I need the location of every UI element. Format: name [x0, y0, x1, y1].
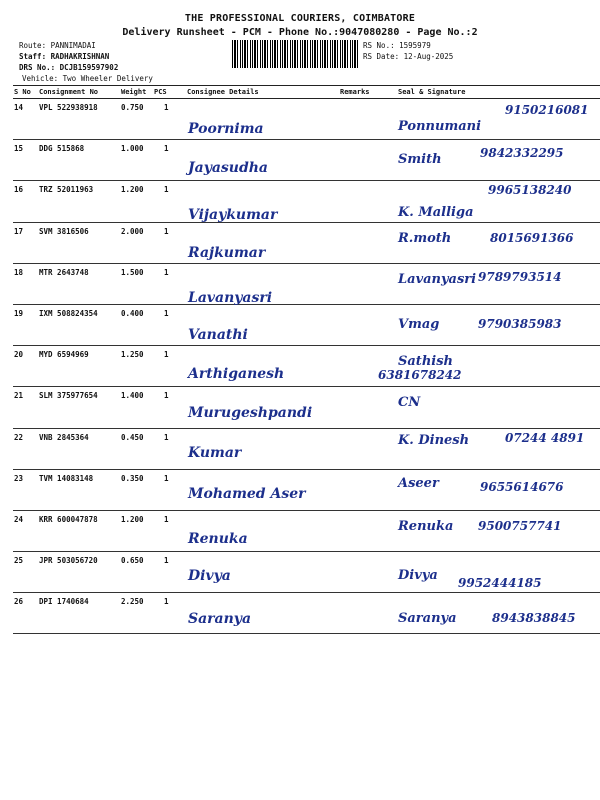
- consignment-cell: JPR 503056720: [39, 556, 98, 566]
- signature-text: Lavanyasri: [398, 271, 477, 287]
- col-signature: Seal & Signature: [398, 88, 466, 96]
- weight-cell: 0.450: [121, 432, 144, 442]
- phone-number: 9790385983: [478, 316, 562, 331]
- table-row: [13, 305, 600, 346]
- weight-cell: 0.350: [121, 473, 144, 483]
- weight-cell: 0.650: [121, 556, 144, 566]
- document-subtitle: Delivery Runsheet - PCM - Phone No.:9047080280 - Page No.:2: [122, 27, 478, 38]
- rs-date: RS Date: 12-Aug-2025: [363, 52, 454, 61]
- consignment-cell: VPL 522938918: [39, 103, 98, 112]
- sno-cell: 19: [14, 308, 24, 318]
- weight-cell: 1.500: [121, 267, 144, 277]
- consignee-name: Rajkumar: [188, 244, 266, 261]
- weight-cell: 2.000: [121, 226, 144, 236]
- weight-cell: 1.000: [121, 144, 144, 154]
- pcs-cell: 1: [164, 185, 169, 195]
- phone-number: 9842332295: [480, 146, 564, 161]
- weight-cell: 1.200: [121, 185, 144, 195]
- signature-text: Saranya: [398, 611, 457, 627]
- weight-cell: 0.750: [121, 103, 144, 112]
- route-text: Route: PANNIMADAI: [19, 41, 96, 50]
- consignment-cell: DPI 1740684: [39, 597, 89, 607]
- consignee-name: Renuka: [188, 530, 248, 547]
- pcs-cell: 1: [164, 391, 169, 401]
- consignment-cell: MYD 6594969: [39, 350, 89, 360]
- drs-number: DRS No.: DCJB159597902: [19, 63, 119, 72]
- sno-cell: 17: [14, 226, 24, 236]
- pcs-cell: 1: [164, 267, 169, 277]
- barcode-image: [232, 40, 358, 68]
- sno-cell: 15: [14, 144, 24, 154]
- phone-number: 07244 4891: [505, 430, 585, 445]
- consignment-cell: TRZ 52011963: [39, 185, 94, 195]
- sno-cell: 16: [14, 185, 24, 195]
- weight-cell: 1.400: [121, 391, 144, 401]
- weight-cell: 1.250: [121, 350, 144, 360]
- col-consignee: Consignee Details: [187, 88, 259, 96]
- pcs-cell: 1: [164, 597, 169, 607]
- phone-number: 9789793514: [478, 269, 562, 284]
- sno-cell: 21: [14, 391, 24, 401]
- table-row: [13, 264, 600, 305]
- sno-cell: 20: [14, 350, 24, 360]
- signature-text: K. Malliga: [398, 205, 474, 221]
- consignment-cell: KRR 600047878: [39, 514, 98, 524]
- consignment-cell: DDG 515868: [39, 144, 85, 154]
- phone-number: 9965138240: [488, 183, 572, 198]
- consignee-name: Saranya: [188, 611, 252, 628]
- pcs-cell: 1: [164, 226, 169, 236]
- phone-number: 8015691366: [490, 230, 574, 245]
- pcs-cell: 1: [164, 514, 169, 524]
- table-row: [13, 346, 600, 387]
- sno-cell: 26: [14, 597, 24, 607]
- consignee-name: Murugeshpandi: [188, 405, 313, 422]
- signature-text: Renuka: [398, 518, 454, 534]
- signature-text: Divya: [398, 568, 438, 584]
- sno-cell: 22: [14, 432, 24, 442]
- consignee-name: Arthiganesh: [188, 366, 285, 383]
- table-row: [13, 223, 600, 264]
- pcs-cell: 1: [164, 556, 169, 566]
- consignee-name: Kumar: [188, 444, 242, 461]
- signature-text: Ponnumani: [398, 119, 482, 134]
- pcs-cell: 1: [164, 308, 169, 318]
- weight-cell: 1.200: [121, 514, 144, 524]
- weight-cell: 0.400: [121, 308, 144, 318]
- consignee-name: Lavanyasri: [188, 289, 273, 306]
- pcs-cell: 1: [164, 103, 169, 112]
- consignee-name: Poornima: [188, 121, 264, 137]
- staff-text: Staff: RADHAKRISHNAN: [19, 52, 110, 61]
- col-weight: Weight: [121, 88, 147, 96]
- consignee-name: Divya: [188, 568, 231, 585]
- delivery-table: [13, 85, 600, 634]
- pcs-cell: 1: [164, 432, 169, 442]
- signature-text: Smith: [398, 152, 442, 168]
- vehicle-text: Vehicle: Two Wheeler Delivery: [22, 74, 153, 83]
- rs-number: RS No.: 1595979: [363, 41, 431, 50]
- consignment-cell: MTR 2643748: [39, 267, 89, 277]
- signature-text: R.moth: [398, 230, 452, 246]
- table-row: [13, 552, 600, 593]
- table-row: [13, 387, 600, 428]
- consignment-cell: SLM 375977654: [39, 391, 98, 401]
- sno-cell: 18: [14, 267, 24, 277]
- sno-cell: 14: [14, 103, 24, 112]
- signature-text: Vmag: [398, 316, 440, 332]
- table-row: [13, 470, 600, 511]
- table-row: [13, 511, 600, 552]
- phone-number: 9952444185: [458, 576, 542, 591]
- phone-number: 6381678242: [378, 368, 462, 383]
- col-consignment: Consignment No: [39, 88, 99, 96]
- phone-number: 9655614676: [480, 479, 564, 494]
- signature-text: Sathish: [398, 354, 453, 370]
- sno-cell: 25: [14, 556, 24, 566]
- pcs-cell: 1: [164, 350, 169, 360]
- consignment-cell: SVM 3816506: [39, 226, 89, 236]
- phone-number: 8943838845: [492, 611, 576, 626]
- pcs-cell: 1: [164, 144, 169, 154]
- table-header: [13, 85, 600, 99]
- consignee-name: Vanathi: [188, 326, 248, 343]
- phone-number: 9150216081: [505, 103, 589, 117]
- table-body: [13, 99, 600, 634]
- signature-text: CN: [398, 395, 421, 411]
- consignee-name: Vijaykumar: [188, 207, 278, 224]
- consignment-cell: VNB 2845364: [39, 432, 89, 442]
- table-row: [13, 181, 600, 222]
- sno-cell: 24: [14, 514, 24, 524]
- col-remarks: Remarks: [340, 88, 370, 96]
- table-row: [13, 593, 600, 634]
- consignee-name: Mohamed Aser: [188, 485, 306, 502]
- document-title: THE PROFESSIONAL COURIERS, COIMBATORE: [184, 13, 416, 24]
- table-row: [13, 429, 600, 470]
- consignment-cell: TVM 14083148: [39, 473, 94, 483]
- pcs-cell: 1: [164, 473, 169, 483]
- table-row: [13, 99, 600, 140]
- consignee-name: Jayasudha: [188, 160, 269, 177]
- col-sno: S No: [14, 88, 31, 96]
- table-row: [13, 140, 600, 181]
- signature-text: Aseer: [398, 475, 439, 491]
- col-pcs: PCS: [154, 88, 167, 96]
- phone-number: 9500757741: [478, 518, 562, 533]
- signature-text: K. Dinesh: [398, 432, 470, 448]
- weight-cell: 2.250: [121, 597, 144, 607]
- sno-cell: 23: [14, 473, 24, 483]
- consignment-cell: IXM 508824354: [39, 308, 98, 318]
